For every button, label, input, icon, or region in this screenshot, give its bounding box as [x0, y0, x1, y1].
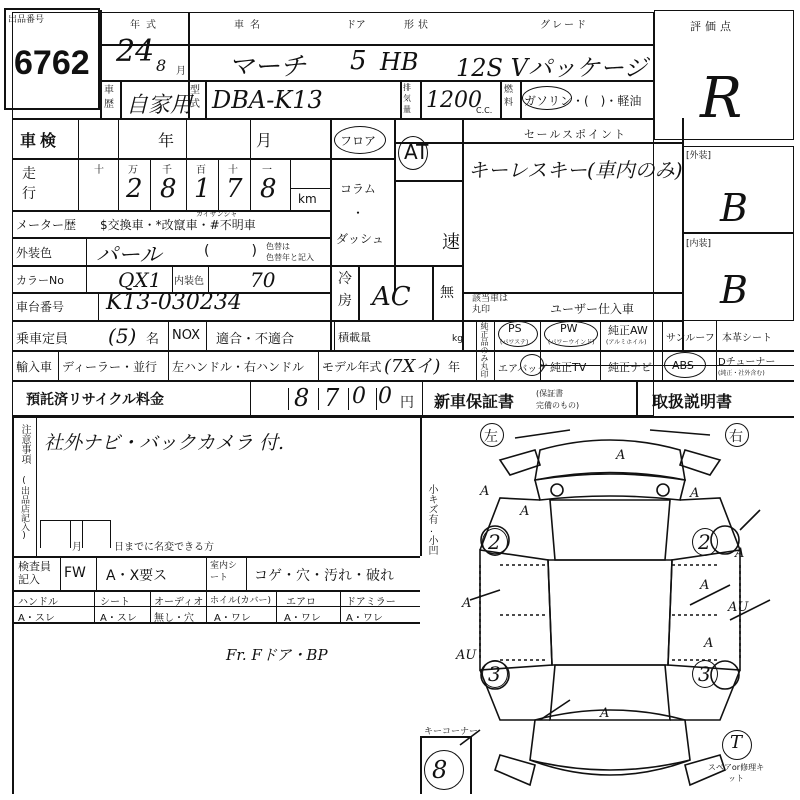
parts-header-4: ホイル(カバー) — [210, 596, 272, 606]
shape-value: HB — [380, 48, 419, 76]
mark-a-2: A — [520, 504, 530, 519]
mark-au-2: AU — [456, 648, 477, 663]
warranty-label: 新車保証書 — [434, 392, 515, 411]
displacement-value: 1200 — [426, 88, 482, 113]
grade-label: グレード — [540, 20, 588, 31]
spare-label: スペアor修理キット — [707, 763, 765, 783]
shift-at: AT — [404, 140, 429, 164]
warranty-sub2: 完備のもの) — [536, 401, 580, 410]
mark-a-6: A — [700, 578, 710, 593]
type-label: 型式 — [190, 85, 200, 110]
grade-value: 12S Vパッケージ — [456, 54, 648, 82]
year-value: 24 — [116, 34, 155, 69]
mileage-unit-5: 十 — [228, 165, 238, 176]
load-label: 積載量 — [338, 331, 371, 344]
shift-column: コラム — [340, 182, 376, 196]
score-label: 評価点 — [690, 20, 735, 33]
inspector-label: 検査員記入 — [18, 560, 51, 586]
parts-header-6: ドアミラー — [346, 597, 396, 608]
shift-speed: 速 — [442, 232, 460, 253]
door-label: ドア — [346, 20, 366, 31]
genuine-aw-sub: (アルミホイル) — [606, 339, 647, 346]
capacity-value: (5) — [108, 324, 137, 348]
recycle-yen: 円 — [400, 395, 414, 411]
recycle-d4: 0 — [378, 384, 392, 409]
genuine-tv: 純正TV — [550, 361, 587, 374]
parts-header-5: エアロ — [286, 597, 316, 608]
mileage-digit-2: 8 — [160, 174, 177, 204]
shaken-year: 年 — [158, 131, 175, 150]
meter-ruby: カイザンシャ — [196, 210, 238, 218]
mileage-unit-1: 十 — [94, 165, 104, 176]
shaken-month: 月 — [256, 131, 273, 150]
parts-header-2: シート — [100, 597, 130, 608]
key-corner-label: キーコーナー — [424, 727, 479, 737]
ext-grade-label: [外装] — [686, 151, 712, 161]
mark-a-4: A — [690, 486, 700, 501]
displacement-label: 排気量 — [403, 83, 411, 114]
mark-au-1: AU — [728, 600, 749, 615]
lot-label: 出品番号 — [8, 15, 45, 25]
genuine-pw: PW — [560, 322, 578, 335]
history-value: 自家用 — [126, 93, 193, 118]
score-value: R — [700, 66, 743, 131]
recycle-d1: 8 — [294, 384, 310, 412]
import-model-value: (7Xイ) — [384, 356, 441, 377]
mileage-digit-1: 2 — [126, 174, 143, 204]
shape-label: 形状 — [404, 20, 432, 31]
diagram-right: 右 — [729, 429, 743, 445]
mark-a-8: A — [704, 636, 714, 651]
genuine-ps-sub: (パワステ) — [500, 339, 529, 346]
mileage-digit-3: 1 — [194, 174, 211, 204]
circle-num-3: 3 — [488, 662, 501, 686]
type-value: DBA-K13 — [212, 86, 323, 114]
circle-num-2: 2 — [698, 530, 711, 554]
mileage-unit-4: 百 — [196, 165, 206, 176]
key-corner-value: 8 — [432, 756, 448, 784]
mark-a-3: A — [616, 448, 626, 463]
import-handle: 左ハンドル・右ハンドル — [172, 360, 305, 374]
mileage-km: km — [298, 192, 317, 206]
genuine-abs: ABS — [672, 359, 694, 372]
history-label: 車歴 — [104, 85, 114, 110]
month-unit: 月 — [176, 66, 186, 77]
mileage-digit-4: 7 — [226, 174, 243, 204]
ext-color-label: 外装色 — [16, 246, 53, 260]
warranty-sub1: (保証書 — [536, 389, 564, 398]
import-label: 輸入車 — [16, 360, 53, 374]
int-grade-value: B — [720, 268, 748, 312]
mileage-unit-3: 千 — [162, 165, 172, 176]
nox-options: 適合・不適合 — [216, 332, 295, 347]
mark-a-1: A — [480, 484, 490, 499]
fuel-label: 燃料 — [504, 85, 514, 108]
mileage-label: 走行 — [22, 166, 36, 202]
chassis-value: K13-030234 — [106, 290, 242, 315]
fuel-options: ガソリン・( )・軽油 — [524, 94, 642, 108]
diagram-side-text: 小キズ有.小凹 — [426, 484, 437, 555]
interior-color-label: 内装色 — [174, 276, 204, 287]
inspector-interior-label: 室内シート — [210, 561, 238, 583]
notes-month: 月 — [72, 542, 82, 553]
ext-grade-value: B — [720, 186, 748, 230]
manual-label: 取扱説明書 — [652, 392, 733, 411]
nox-label: NOX — [172, 328, 201, 343]
parts-value-3: 無し・穴 — [154, 613, 194, 624]
name-value: マーチ — [228, 52, 307, 82]
mark-a-5: A — [735, 546, 745, 561]
genuine-aw: 純正AW — [608, 324, 648, 337]
shaken-label: 車検 — [20, 131, 61, 150]
parts-value-2: A・スレ — [100, 613, 137, 624]
notes-day: 日までに名変できる方 — [114, 542, 214, 553]
import-year: 年 — [448, 360, 461, 374]
door-value: 5 — [350, 46, 367, 76]
shift-floor: フロア — [340, 134, 377, 148]
int-grade-label: [内装] — [686, 239, 712, 249]
cc-unit: C.C. — [476, 106, 493, 115]
recycle-label: 預託済リサイクル料金 — [26, 392, 165, 408]
circle-num-1: 2 — [488, 530, 501, 554]
ac-value: AC — [372, 282, 411, 312]
parts-value-6: A・ワレ — [346, 613, 383, 624]
genuine-tuner-sub: (純正・社外含む) — [718, 370, 765, 377]
genuine-leather: 本革シート — [722, 333, 772, 344]
notes-text: 社外ナビ・バックカメラ 付. — [44, 432, 285, 454]
genuine-tuner: Dチューナー — [718, 357, 776, 368]
import-dealer: ディーラー・並行 — [62, 360, 158, 374]
parts-header-3: オーディオ — [154, 597, 204, 608]
parts-value-4: A・ワレ — [214, 613, 251, 624]
name-label: 車名 — [234, 20, 266, 31]
purchase-label: ユーザー仕入車 — [550, 302, 635, 316]
parts-value-1: A・スレ — [18, 613, 55, 624]
mileage-digit-5: 8 — [260, 174, 277, 204]
shift-dot: ・ — [352, 206, 365, 220]
inspector-fw: FW — [64, 565, 86, 581]
meter-label: メーター歴 — [16, 218, 77, 232]
notes-sub: (出品店記入) — [19, 476, 29, 541]
interior-color-value: 70 — [250, 268, 276, 292]
lot-number: 6762 — [14, 44, 90, 82]
month-value: 8 — [156, 56, 167, 75]
selling-label: セールスポイント — [524, 128, 628, 141]
ac-label: 冷房 — [338, 271, 352, 309]
chassis-label: 車台番号 — [16, 300, 65, 314]
selling-value: キーレスキー(車内のみ) — [468, 158, 683, 182]
mark-a-7: A — [462, 596, 472, 611]
ext-color-note2: 色替年と記入 — [266, 253, 314, 262]
capacity-unit: 名 — [146, 332, 160, 347]
genuine-pw-sub: (パワーウインド) — [548, 339, 595, 346]
capacity-label: 乗車定員 — [16, 332, 69, 347]
recycle-d3: 0 — [352, 384, 366, 409]
parts-header-1: ハンドル — [18, 597, 58, 608]
fuel-circle — [522, 86, 572, 110]
recycle-d2: 7 — [324, 384, 340, 412]
inspector-damage: コゲ・穴・汚れ・破れ — [254, 568, 394, 584]
ext-color-value: パール — [96, 243, 162, 268]
genuine-ps: PS — [508, 322, 522, 335]
circle-num-4: 3 — [698, 662, 711, 686]
ac-none: 無 — [440, 285, 454, 301]
import-model-year: モデル年式 — [322, 360, 382, 374]
parts-value-5: A・ワレ — [284, 613, 321, 624]
meter-options: $交換車・*改竄車・#不明車 — [100, 218, 256, 232]
mark-a-9: A — [600, 706, 610, 721]
load-unit: kg — [452, 334, 463, 344]
shift-floor-circle — [334, 126, 386, 154]
ext-color-note1: 色替は — [266, 242, 290, 251]
mileage-unit-6: 一 — [262, 165, 272, 176]
diagram-left: 左 — [484, 429, 498, 445]
genuine-navi: 純正ナビ — [608, 361, 652, 374]
shift-dash: ダッシュ — [336, 232, 384, 246]
parts-remark: Fr. Fドア・BP — [226, 646, 328, 664]
spare-value: T — [730, 732, 743, 753]
shift-at-circle — [398, 136, 428, 170]
color-no-label: カラーNo — [16, 274, 64, 287]
notes-label: 注意事項 — [19, 424, 30, 464]
inspector-a-x: A・X要ス — [106, 568, 168, 584]
purchase-note: 該当車は丸印 — [472, 294, 509, 315]
color-no-value: QX1 — [118, 268, 162, 292]
genuine-airbag: エアバッグ — [498, 364, 548, 375]
mileage-unit-2: 万 — [128, 165, 138, 176]
genuine-sunroof: サンルーフ — [666, 333, 715, 344]
genuine-side: 純正品のみ丸印 — [480, 322, 489, 378]
year-label: 年式 — [130, 20, 162, 31]
